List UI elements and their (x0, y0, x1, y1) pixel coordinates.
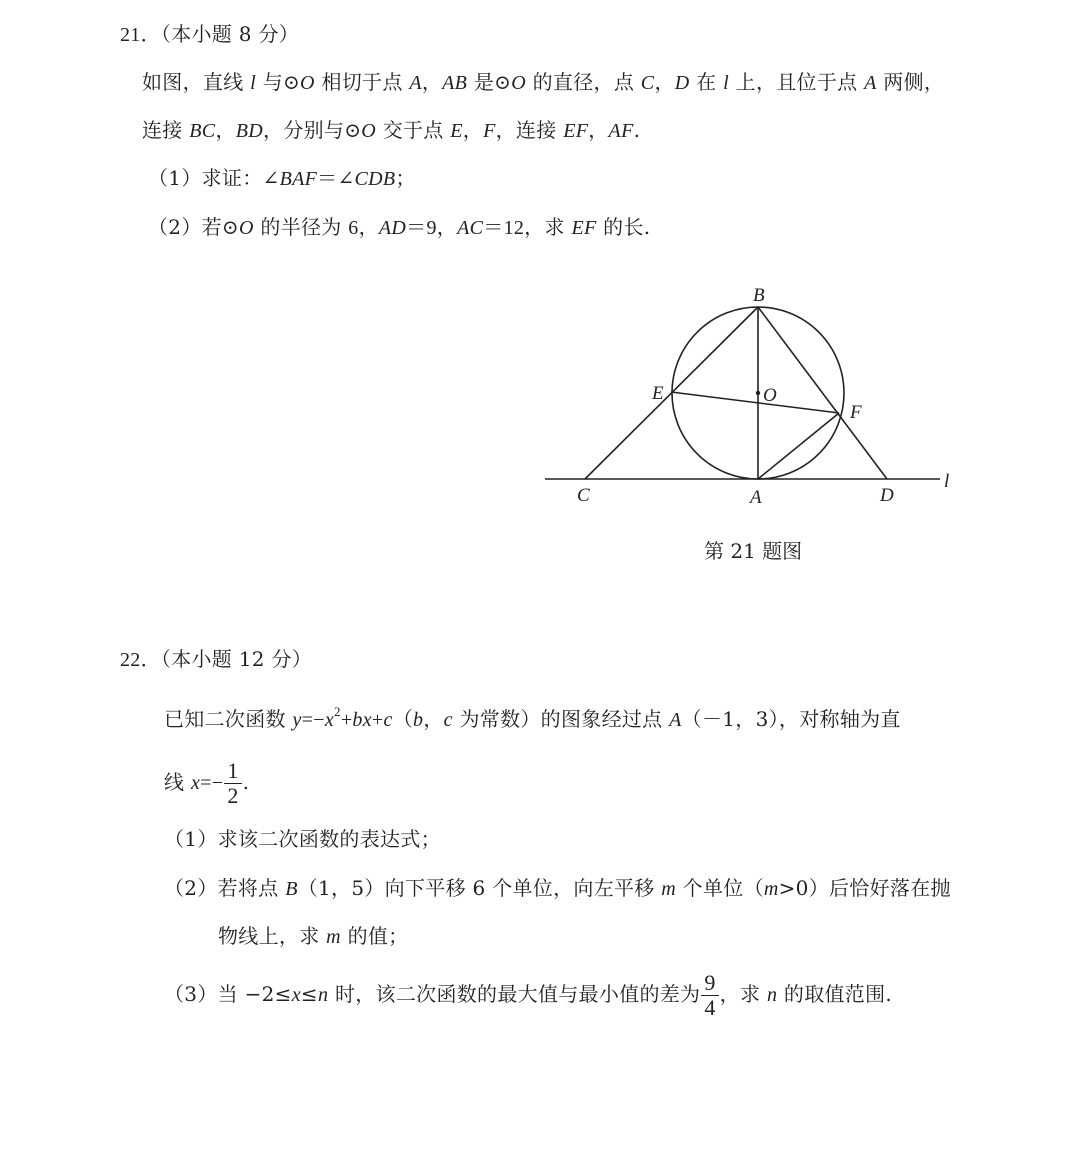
q22-text: （ (392, 707, 413, 731)
q21-text: 如图，直线 (142, 70, 251, 94)
q22-text: 时，该二次函数的最大值与最小值的差为 (328, 982, 701, 1006)
segment-ef (671, 392, 839, 413)
q22-part2-line2 (218, 922, 408, 951)
q22-part1: （1）求该二次函数的表达式； (164, 827, 441, 851)
q22-text: . (242, 770, 250, 794)
q21-text: ，连接 (495, 118, 564, 142)
q22-text: 的值； (340, 924, 409, 948)
label-d: D (880, 485, 894, 506)
q21-text: ； (395, 166, 416, 190)
q21-text: 相切于点 (314, 70, 410, 94)
q21-header (120, 20, 299, 49)
q21-var: E (450, 120, 463, 142)
q22-text: 线 (164, 770, 191, 794)
q21-text: 与⊙ (256, 70, 301, 94)
q21-text: 的半径为 (253, 215, 349, 239)
q21-text: ， (436, 215, 458, 239)
q21-text: ， (358, 215, 379, 239)
q21-num: 6 (348, 217, 359, 239)
q21-var: AC (457, 217, 484, 239)
q22-score: （本小题 12 分） (160, 647, 313, 671)
q21-text: ＝ (406, 215, 427, 239)
label-e: E (652, 383, 664, 404)
q21-var: CDB (354, 168, 396, 190)
q22-text: （－1，3），对称轴为直 (681, 707, 901, 731)
label-l: l (944, 471, 950, 492)
q21-part1 (148, 164, 416, 193)
q22-exponent: 2 (334, 704, 341, 720)
q21-number: 21． (120, 24, 161, 46)
q22-text: ，求 (719, 982, 767, 1006)
q21-text: ，求 (524, 215, 572, 239)
q21-text: ， (654, 70, 675, 94)
q22-var: n (317, 984, 329, 1006)
center-dot (756, 391, 760, 395)
q21-score: （本小题 8 分） (160, 22, 300, 46)
q21-part2 (148, 213, 650, 242)
q22-text: 已知二次函数 (164, 707, 293, 731)
q22-text: + (371, 709, 384, 731)
q22-var: m (763, 878, 779, 900)
q22-var: y (292, 709, 302, 731)
q21-text: 在 (689, 70, 724, 94)
q21-var: D (674, 72, 690, 94)
q22-part3 (164, 966, 892, 1023)
q22-text: + (340, 709, 353, 731)
q21-var: BC (189, 120, 216, 142)
q22-text: =− (301, 709, 325, 731)
q21-var: BD (235, 120, 264, 142)
q22-var: A (669, 709, 682, 731)
q21-text: ，分别与⊙ (263, 118, 362, 142)
q22-var: x (190, 772, 201, 794)
q22-text: >0）后恰好落在抛 (778, 876, 951, 900)
q21-stem-line1 (142, 68, 944, 97)
q22-text: （2）若将点 (164, 876, 286, 900)
q22-var: bx (352, 709, 372, 731)
label-c: C (577, 485, 590, 506)
q21-var: AD (378, 217, 407, 239)
q21-text: ＝∠ (317, 166, 355, 190)
label-a: A (750, 487, 762, 508)
q22-text: 物线上，求 (218, 924, 327, 948)
q22-text: ， (423, 707, 444, 731)
q21-text: （2）若⊙ (148, 215, 239, 239)
q22-var: b (413, 709, 424, 731)
q21-text: ， (588, 118, 609, 142)
q22-text: （1，5）向下平移 6 个单位，向左平移 (297, 876, 662, 900)
q21-var: O (238, 217, 254, 239)
q22-var: n (766, 984, 778, 1006)
q21-text: ， (215, 118, 236, 142)
segment-bd (758, 307, 887, 479)
q22-part2-line1 (164, 874, 951, 903)
q21-text: 是⊙ (467, 70, 512, 94)
q21-text: 的长. (596, 215, 651, 239)
q22-text: ≤ (300, 982, 318, 1006)
q22-header (120, 645, 312, 674)
q22-var: x (324, 709, 335, 731)
q21-text: 上，且位于点 (728, 70, 865, 94)
q21-text: 的直径，点 (525, 70, 641, 94)
q22-stem-line2 (164, 756, 249, 809)
q21-var: BAF (279, 168, 318, 190)
q22-text: （3）当 −2≤ (164, 982, 292, 1006)
q21-text: （1）求证：∠ (148, 166, 280, 190)
q21-var: O (300, 72, 315, 94)
q21-var: EF (563, 120, 589, 142)
q21-var: AF (608, 120, 634, 142)
q22-var: x (291, 984, 301, 1006)
label-o: O (763, 385, 777, 406)
q21-var: l (723, 72, 729, 94)
q21-var: C (640, 72, 655, 94)
q22-stem-line1 (164, 705, 901, 734)
q22-var: c (383, 709, 393, 731)
q21-text: 交于点 (376, 118, 451, 142)
q21-text: ＝ (483, 215, 504, 239)
segment-bc (585, 307, 758, 479)
fraction-numerator: 1 (224, 759, 241, 784)
q21-text: ， (462, 118, 484, 142)
figure-caption: 第 21 题图 (704, 539, 803, 563)
q21-var: l (250, 72, 257, 94)
fraction-nine-quarters (701, 971, 718, 1020)
label-f: F (850, 402, 862, 423)
fraction-one-half (224, 759, 241, 808)
q22-number: 22． (120, 649, 161, 671)
q21-var: F (483, 120, 496, 142)
q21-var: A (409, 72, 422, 94)
q22-var: B (285, 878, 298, 900)
fraction-denominator: 2 (227, 783, 239, 808)
q22-var: m (326, 926, 341, 948)
q22-text: 为常数）的图象经过点 (452, 707, 670, 731)
q22-text: =− (200, 772, 224, 794)
q22-var: m (661, 878, 677, 900)
q21-var: O (511, 72, 526, 94)
q21-stem-line2 (142, 116, 640, 145)
q22-text: 的取值范围. (777, 982, 893, 1006)
q21-text: ， (421, 70, 443, 94)
q21-geometry-figure (530, 275, 970, 515)
label-b: B (753, 285, 765, 306)
q21-text: 两侧， (876, 70, 945, 94)
q21-var: AB (442, 72, 468, 94)
fraction-denominator: 4 (704, 995, 716, 1020)
q21-var: A (864, 72, 877, 94)
q21-text: . (633, 118, 641, 142)
q21-var: O (361, 120, 377, 142)
q22-var: c (443, 709, 453, 731)
q21-var: EF (571, 217, 597, 239)
q21-num: 12 (503, 217, 525, 239)
q21-text: 连接 (142, 118, 190, 142)
q21-num: 9 (426, 217, 437, 239)
q22-text: 个单位（ (676, 876, 764, 900)
fraction-numerator: 9 (701, 971, 718, 996)
